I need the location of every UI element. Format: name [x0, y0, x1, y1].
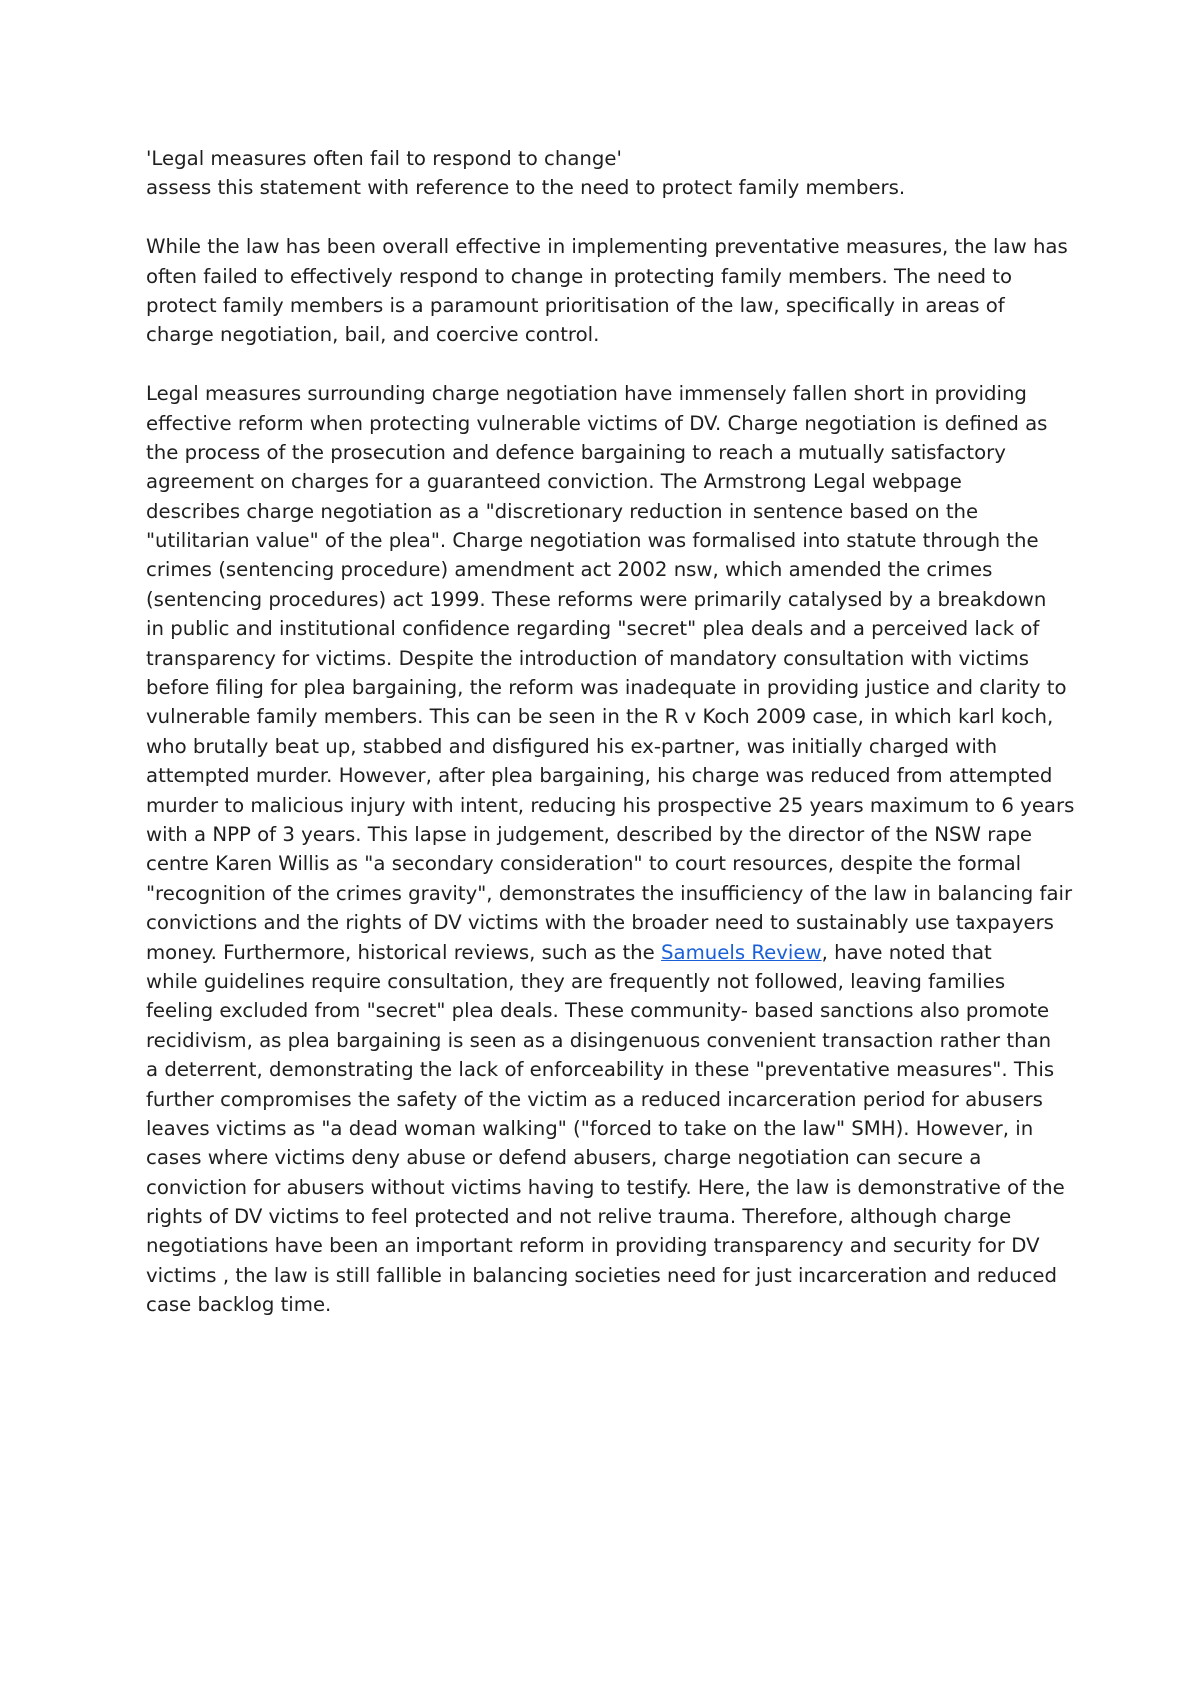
paragraph-line: case backlog time. — [146, 1293, 332, 1317]
paragraph-line: convictions and the rights of DV victims with the broader need to sustainably use taxpayers — [146, 911, 1054, 935]
essay-quote: 'Legal measures often fail to respond to change' — [146, 147, 622, 170]
paragraph-charge-negotiation — [146, 379, 1075, 1320]
paragraph-line: agreement on charges for a guaranteed conviction. The Armstrong Legal webpage — [146, 470, 962, 494]
paragraph-line: conviction for abusers without victims having to testify. Here, the law is demonstrative of the — [146, 1175, 1065, 1199]
paragraph-line-with-link — [146, 938, 1066, 967]
document-page — [146, 144, 1075, 1320]
paragraph-line: protect family members is a paramount prioritisation of the law, specifically in areas of — [146, 293, 1005, 317]
link-line-suffix: , have noted that — [821, 940, 992, 964]
paragraph-line: (sentencing procedures) act 1999. These reforms were primarily catalysed by a breakdown — [146, 587, 1047, 611]
paragraph-line: effective reform when protecting vulnerable victims of DV. Charge negotiation is defined as — [146, 411, 1048, 435]
paragraph-line: rights of DV victims to feel protected and not relive trauma. Therefore, although charge — [146, 1205, 1012, 1229]
paragraph-line: crimes (sentencing procedure) amendment act 2002 nsw, which amended the crimes — [146, 558, 993, 582]
paragraph-line: centre Karen Willis as "a secondary consideration" to court resources, despite the formal — [146, 852, 1022, 876]
paragraph-line: who brutally beat up, stabbed and disfigured his ex-partner, was initially charged with — [146, 734, 998, 758]
paragraph-line: leaves victims as "a dead woman walking" ("forced to take on the law" SMH). However, in — [146, 1116, 1034, 1140]
paragraph-line: describes charge negotiation as a "discretionary reduction in sentence based on the — [146, 499, 979, 523]
paragraph-line: attempted murder. However, after plea bargaining, his charge was reduced from attempted — [146, 764, 1053, 788]
paragraph-line: vulnerable family members. This can be seen in the R v Koch 2009 case, in which karl koch, — [146, 705, 1054, 729]
paragraph-intro — [146, 232, 1066, 350]
paragraph-line: recidivism, as plea bargaining is seen as a disingenuous convenient transaction rather than — [146, 1028, 1052, 1052]
paragraph-line: before filing for plea bargaining, the reform was inadequate in providing justice and clarity to — [146, 676, 1067, 700]
paragraph-line: "utilitarian value" of the plea". Charge negotiation was formalised into statute through the — [146, 529, 1039, 553]
paragraph-line: a deterrent, demonstrating the lack of enforceability in these "preventative measures". This — [146, 1058, 1055, 1082]
paragraph-line: murder to malicious injury with intent, reducing his prospective 25 years maximum to 6 years — [146, 793, 1075, 817]
paragraph-line: often failed to effectively respond to change in protecting family members. The need to — [146, 264, 1013, 288]
paragraph-line: the process of the prosecution and defence bargaining to reach a mutually satisfactory — [146, 440, 1006, 464]
paragraph-line: victims , the law is still fallible in balancing societies need for just incarceration and reduced — [146, 1263, 1058, 1287]
paragraph-line: "recognition of the crimes gravity", demonstrates the insufficiency of the law in balancing fair — [146, 881, 1073, 905]
paragraph-line: further compromises the safety of the victim as a reduced incarceration period for abusers — [146, 1087, 1043, 1111]
paragraph-line: negotiations have been an important reform in providing transparency and security for DV — [146, 1234, 1040, 1258]
paragraph-line: feeling excluded from "secret" plea deals. These community- based sanctions also promote — [146, 999, 1050, 1023]
paragraph-line: in public and institutional confidence regarding "secret" plea deals and a perceived lack of — [146, 617, 1040, 641]
paragraph-line: While the law has been overall effective in implementing preventative measures, the law has — [146, 235, 1068, 259]
essay-instruction: assess this statement with reference to the need to protect family members. — [146, 176, 906, 200]
paragraph-line: Legal measures surrounding charge negotiation have immensely fallen short in providing — [146, 382, 1027, 406]
paragraph-line: while guidelines require consultation, they are frequently not followed, leaving families — [146, 969, 1006, 993]
paragraph-line: with a NPP of 3 years. This lapse in judgement, described by the director of the NSW rape — [146, 822, 1032, 846]
samuels-review-link[interactable]: Samuels Review — [661, 940, 822, 964]
paragraph-line: charge negotiation, bail, and coercive control. — [146, 323, 600, 347]
link-line-prefix: money. Furthermore, historical reviews, such as the — [146, 940, 662, 964]
paragraph-gap — [146, 203, 1066, 232]
paragraph-line: transparency for victims. Despite the introduction of mandatory consultation with victims — [146, 646, 1030, 670]
paragraph-gap — [146, 350, 1066, 379]
paragraph-line: cases where victims deny abuse or defend abusers, charge negotiation can secure a — [146, 1146, 982, 1170]
